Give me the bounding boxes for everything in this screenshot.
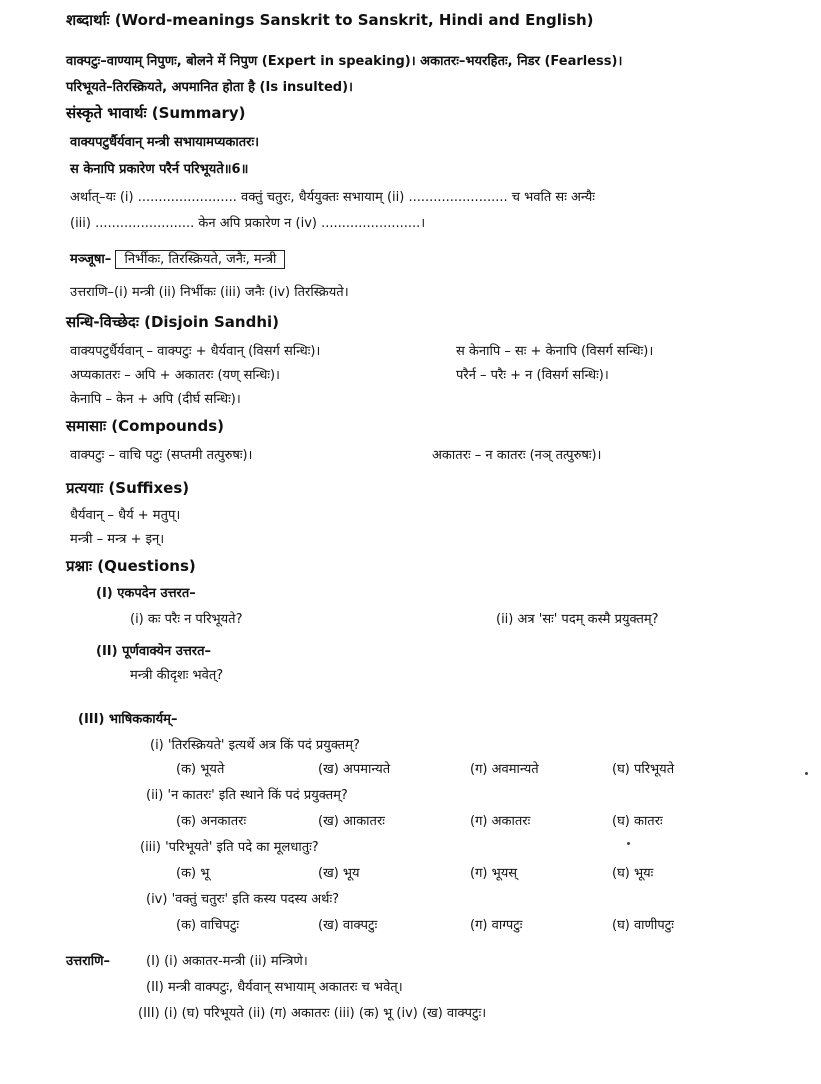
mcq-2-option-b: (ख) आकातरः bbox=[318, 814, 385, 829]
summary-answers: उत्तराणि–(i) मन्त्री (ii) निर्भीकः (iii) जनैः (iv) तिरस्क्रियते। bbox=[70, 285, 349, 300]
mcq-4-option-b: (ख) वाक्पटुः bbox=[318, 918, 378, 933]
scan-speck bbox=[805, 772, 808, 775]
mcq-2-option-a: (क) अनकातरः bbox=[176, 814, 247, 829]
answers-line-2: (II) मन्त्री वाक्पटुः, धैर्यवान् सभायाम् अकातरः च भवेत्। bbox=[146, 980, 403, 995]
section-heading-sandhi: सन्धि-विच्छेदः (Disjoin Sandhi) bbox=[66, 313, 279, 331]
question-part-3-heading: (III) भाषिककार्यम्– bbox=[78, 712, 178, 727]
answers-label: उत्तराणि– bbox=[66, 954, 111, 969]
compound-right: अकातरः – न कातरः (नञ् तत्पुरुषः)। bbox=[432, 448, 602, 463]
verse-line-1: वाक्यपटुर्धैर्यवान् मन्त्री सभायामप्यकातरः। bbox=[70, 135, 260, 150]
mcq-3-option-d: (घ) भूयः bbox=[612, 866, 654, 881]
summary-fill-line-2: (iii) ........................ केन अपि प्रकारेण न (iv) ........................। bbox=[70, 216, 426, 231]
summary-fill-line-1: अर्थात्–यः (i) ........................ वक्तुं चतुरः, धैर्ययुक्तः सभायाम् (ii) ........................ च भवति सः अन्यैः bbox=[70, 190, 595, 205]
mcq-4-option-a: (क) वाचिपटुः bbox=[176, 918, 240, 933]
mcq-4-option-c: (ग) वाग्पटुः bbox=[470, 918, 523, 933]
answers-line-1: (I) (i) अकातर-मन्त्री (ii) मन्त्रिणे। bbox=[146, 954, 308, 969]
question-1-i: (i) कः परैः न परिभूयते? bbox=[130, 612, 243, 627]
mcq-1-question: (i) 'तिरस्क्रियते' इत्यर्थे अत्र किं पदं प्रयुक्तम्? bbox=[150, 738, 360, 753]
mcq-1-option-b: (ख) अपमान्यते bbox=[318, 762, 391, 777]
section-heading-suffixes: प्रत्ययाः (Suffixes) bbox=[66, 479, 190, 497]
word-box: निर्भीकः, तिरस्क्रियते, जनैः, मन्त्री bbox=[115, 250, 285, 269]
section-heading-questions: प्रश्नाः (Questions) bbox=[66, 557, 196, 575]
suffix-row-1: धैर्यवान् – धैर्य + मतुप्। bbox=[70, 508, 181, 523]
word-box-row bbox=[70, 250, 285, 270]
mcq-1-option-a: (क) भूयते bbox=[176, 762, 225, 777]
mcq-1-option-d: (घ) परिभूयते bbox=[612, 762, 675, 777]
word-meaning-line-1: वाक्पटुः–वाण्याम् निपुणः, बोलने में निपुण (Expert in speaking)। अकातरः–भयरहितः, निडर (Fearless)। bbox=[66, 54, 623, 69]
mcq-3-option-b: (ख) भूय bbox=[318, 866, 360, 881]
mcq-3-question: (iii) 'परिभूयते' इति पदे का मूलधातुः? bbox=[140, 840, 319, 855]
question-part-1-heading: (I) एकपदेन उत्तरत– bbox=[96, 586, 196, 601]
section-heading-compounds: समासाः (Compounds) bbox=[66, 417, 224, 435]
question-2-i: मन्त्री कीदृशः भवेत्? bbox=[130, 668, 224, 683]
question-part-2-heading: (II) पूर्णवाक्येन उत्तरत– bbox=[96, 644, 212, 659]
mcq-3-option-a: (क) भू bbox=[176, 866, 210, 881]
mcq-4-question: (iv) 'वक्तुं चतुरः' इति कस्य पदस्य अर्थः? bbox=[146, 892, 339, 907]
word-box-label: मञ्जूषा– bbox=[70, 252, 112, 267]
scan-speck bbox=[627, 842, 630, 845]
mcq-1-option-c: (ग) अवमान्यते bbox=[470, 762, 539, 777]
suffix-row-2: मन्त्री – मन्त्र + इन्। bbox=[70, 532, 165, 547]
sandhi-row-1-right: स केनापि – सः + केनापि (विसर्ग सन्धिः)। bbox=[456, 344, 654, 359]
mcq-2-option-c: (ग) अकातरः bbox=[470, 814, 531, 829]
mcq-2-option-d: (घ) कातरः bbox=[612, 814, 663, 829]
mcq-3-option-c: (ग) भूयस् bbox=[470, 866, 518, 881]
sandhi-row-3-left: केनापि – केन + अपि (दीर्घ सन्धिः)। bbox=[70, 392, 241, 407]
verse-line-2: स केनापि प्रकारेण परैर्न परिभूयते॥6॥ bbox=[70, 162, 249, 177]
mcq-2-question: (ii) 'न कातरः' इति स्थाने किं पदं प्रयुक्तम्? bbox=[146, 788, 348, 803]
sandhi-row-2-left: अप्यकातरः – अपि + अकातरः (यण् सन्धिः)। bbox=[70, 368, 280, 383]
section-heading-word-meanings: शब्दार्थाः (Word-meanings Sanskrit to Sanskrit, Hindi and English) bbox=[66, 11, 594, 29]
sandhi-row-2-right: परैर्न – परैः + न (विसर्ग सन्धिः)। bbox=[456, 368, 609, 383]
question-1-ii: (ii) अत्र 'सः' पदम् कस्मै प्रयुक्तम्? bbox=[496, 612, 659, 627]
answers-line-3: (III) (i) (घ) परिभूयते (ii) (ग) अकातरः (iii) (क) भू (iv) (ख) वाक्पटुः। bbox=[138, 1006, 487, 1021]
mcq-4-option-d: (घ) वाणीपटुः bbox=[612, 918, 674, 933]
compound-left: वाक्पटुः – वाचि पटुः (सप्तमी तत्पुरुषः)। bbox=[70, 448, 253, 463]
section-heading-summary: संस्कृते भावार्थः (Summary) bbox=[66, 104, 246, 122]
word-meaning-line-2: परिभूयते–तिरस्क्रियते, अपमानित होता है (Is insulted)। bbox=[66, 80, 353, 95]
sandhi-row-1-left: वाक्यपटुर्धैर्यवान् – वाक्पटुः + धैर्यवान् (विसर्ग सन्धिः)। bbox=[70, 344, 321, 359]
